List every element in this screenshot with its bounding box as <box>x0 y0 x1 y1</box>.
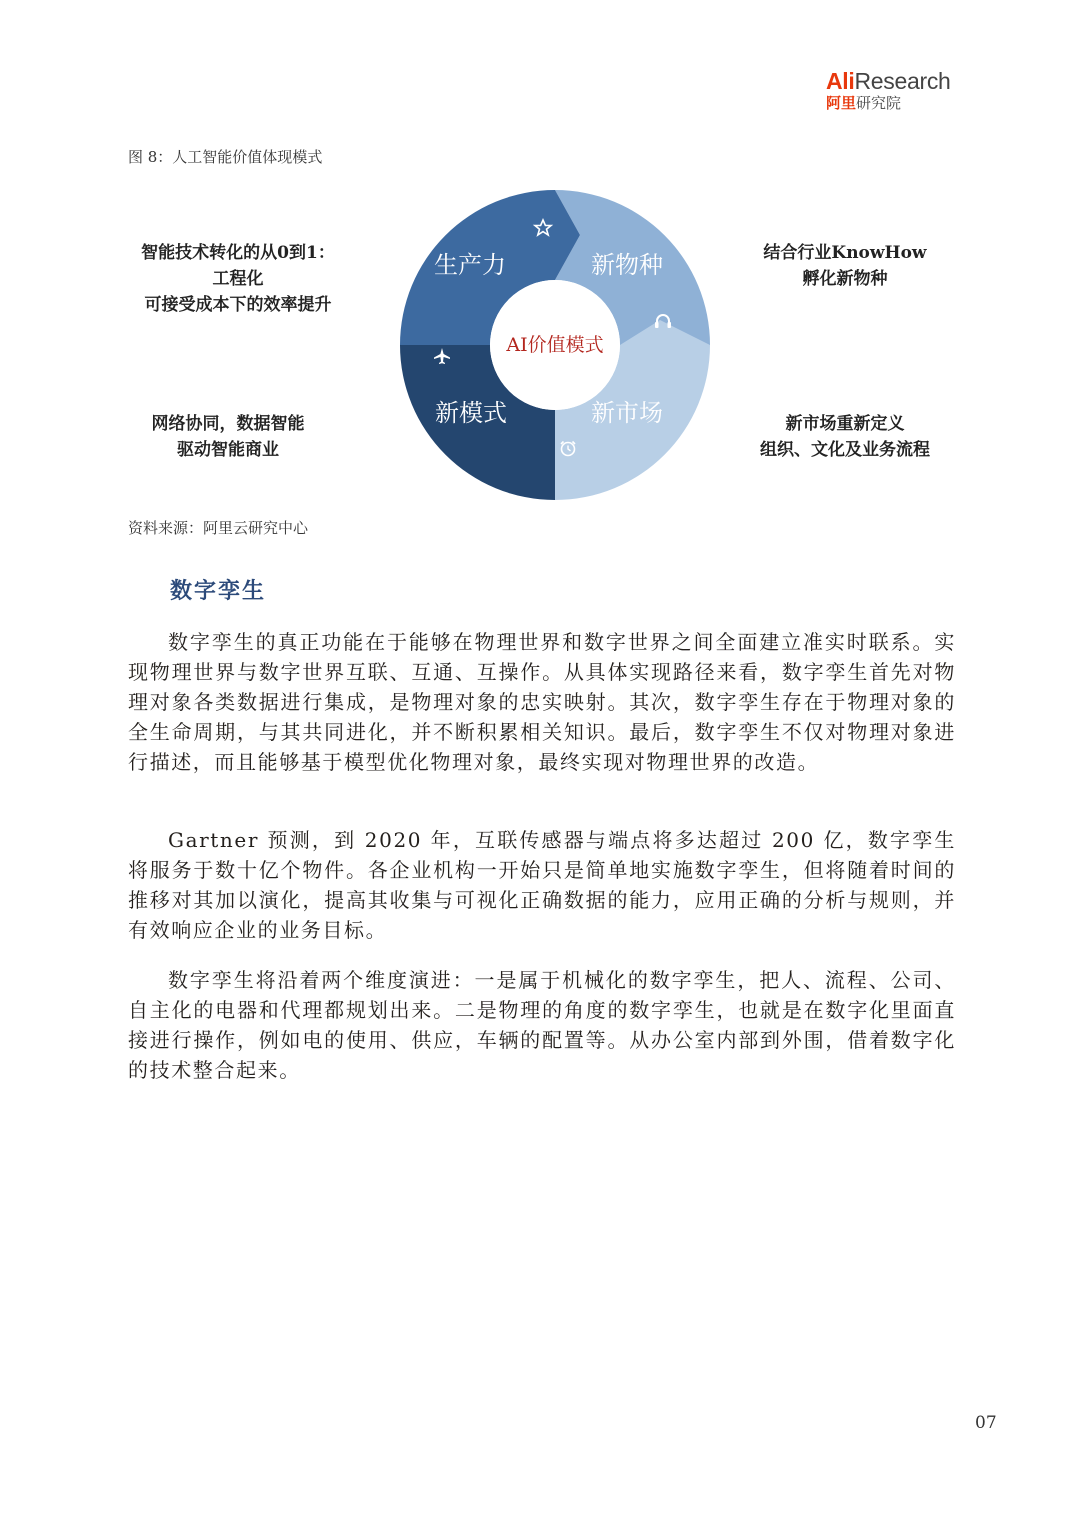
segment-label-new-species: 新物种 <box>591 251 663 279</box>
label-top-right-line: 孵化新物种 <box>802 269 888 289</box>
segment-label-productivity: 生产力 <box>434 251 506 279</box>
label-bottom-right <box>735 411 955 463</box>
page-number: 07 <box>975 1413 997 1433</box>
label-top-left-line: 可接受成本下的效率提升 <box>144 295 332 315</box>
label-top-left <box>118 240 358 318</box>
label-top-left-line: 工程化 <box>212 269 264 289</box>
label-bottom-left <box>118 411 338 463</box>
section-title: 数字孪生 <box>170 578 267 604</box>
paragraph-3: 数字孪生将沿着两个维度演进：一是属于机械化的数字孪生，把人、流程、公司、自主化的电器和代理都规划出来。二是物理的角度的数字孪生，也就是在数字化里面直接进行操作，例如电的使用、供应，车辆的配置等。从办公室内部到外围，借着数字化的技术整合起来。 <box>128 968 956 1082</box>
logo-ali-text: Ali <box>826 68 855 94</box>
logo-cn-red: 阿里 <box>826 94 857 112</box>
logo-cn-gray: 研究院 <box>856 94 902 112</box>
segment-label-new-market: 新市场 <box>591 399 663 427</box>
label-top-right <box>735 240 955 292</box>
label-bottom-left-line: 驱动智能商业 <box>177 440 279 460</box>
label-bottom-right-line: 组织、文化及业务流程 <box>760 440 930 460</box>
label-top-left-line: 智能技术转化的从0到1： <box>141 243 335 263</box>
ai-value-wheel <box>395 185 715 505</box>
label-bottom-left-line: 网络协同，数据智能 <box>151 414 305 434</box>
paragraph-2: Gartner 预测，到 2020 年，互联传感器与端点将多达超过 200 亿，数字孪生将服务于数十亿个物件。各企业机构一开始只是简单地实施数字孪生，但将随着时间的推移对其加以演化，提高其收集与可视化正确数据的能力，应用正确的分析与规则，并有效响应企业的业务目标。 <box>128 828 956 942</box>
paragraph-1: 数字孪生的真正功能在于能够在物理世界和数字世界之间全面建立准实时联系。实现物理世界与数字世界互联、互通、互操作。从具体实现路径来看，数字孪生首先对物理对象各类数据进行集成，是物理对象的忠实映射。其次，数字孪生存在于物理对象的全生命周期，与其共同进化，并不断积累相关知识。最后，数字孪生不仅对物理对象进行描述，而且能够基于模型优化物理对象，最终实现对物理世界的改造。 <box>128 630 956 774</box>
figure-caption: 图 8：人工智能价值体现模式 <box>128 148 323 166</box>
label-top-right-line: 结合行业KnowHow <box>763 243 927 263</box>
figure-source: 资料来源：阿里云研究中心 <box>128 519 309 537</box>
segment-label-new-model: 新模式 <box>435 399 507 427</box>
logo-research-text: Research <box>854 68 951 94</box>
label-bottom-right-line: 新市场重新定义 <box>785 414 905 434</box>
center-label: AI价值模式 <box>506 334 604 356</box>
aliresearch-logo <box>826 68 966 112</box>
